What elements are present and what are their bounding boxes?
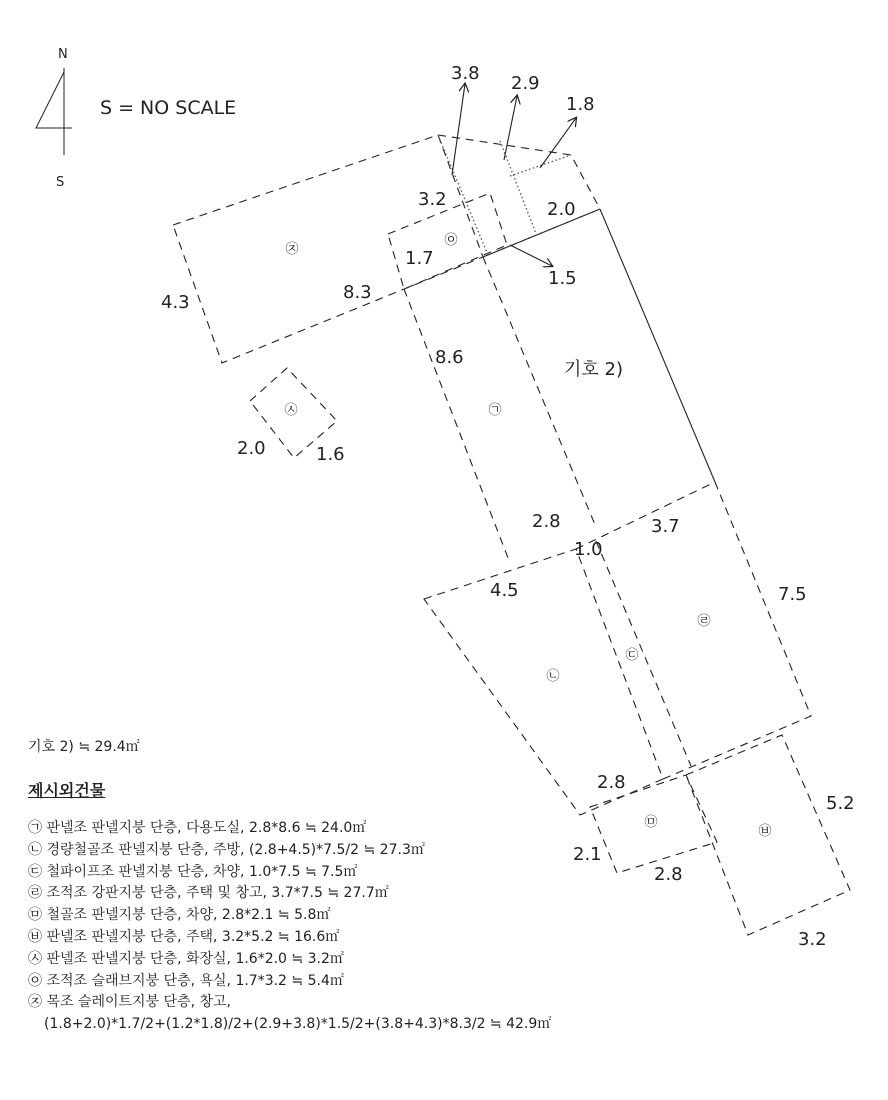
region-label-na: ㉡ (546, 669, 560, 684)
dimension-2-9: 2.9 (511, 73, 540, 94)
dimension-2-0-side: 2.0 (237, 438, 266, 459)
dimension-4-5: 4.5 (490, 580, 519, 601)
dotted-partition-2 (500, 141, 537, 236)
leader-arrow-1-5 (510, 245, 552, 266)
legend-item: ㉤ 철골조 판넬지붕 단층, 차양, 2.8*2.1 ≒ 5.8㎡ (28, 907, 331, 924)
legend-item: ㉦ 판넬조 판넬지붕 단층, 화장실, 1.6*2.0 ≒ 3.2㎡ (28, 950, 344, 967)
region-label-ja: ㉨ (285, 242, 299, 257)
dimension-5-2: 5.2 (826, 793, 855, 814)
legend-item-continuation: (1.8+2.0)*1.7/2+(1.2*1.8)/2+(2.9+3.8)*1.5/2+(3.8+4.3)*8.3/2 ≒ 42.9㎡ (44, 1016, 552, 1033)
region-label-ga: ㉠ (488, 403, 502, 418)
building-ga-right-edge (483, 257, 596, 527)
dotted-partition-3 (510, 155, 571, 176)
dimension-1-5: 1.5 (548, 268, 577, 289)
dimension-2-8-middle: 2.8 (532, 511, 561, 532)
building-ra-outline (576, 482, 811, 779)
region-label-ma: ㉤ (644, 815, 658, 830)
dimension-2-8-bottom: 2.8 (654, 864, 683, 885)
area-summary: 기호 2) ≒ 29.4㎡ (28, 739, 140, 755)
leader-arrow-3-8 (452, 84, 465, 175)
dimension-1-7: 1.7 (405, 248, 434, 269)
dimension-2-8-lower: 2.8 (597, 772, 626, 793)
dimension-7-5: 7.5 (778, 584, 807, 605)
legend-item: ㉢ 철파이프조 판넬지붕 단층, 차양, 1.0*7.5 ≒ 7.5㎡ (28, 863, 358, 880)
region-label-ba: ㉥ (758, 824, 772, 839)
region-label-da: ㉢ (625, 648, 639, 663)
dimension-8-6: 8.6 (435, 347, 464, 368)
north-label: N (58, 47, 68, 62)
dimension-2-1: 2.1 (573, 844, 602, 865)
parcel-top-edge (483, 209, 600, 257)
legend-item: ㉠ 판넬조 판넬지붕 단층, 다용도실, 2.8*8.6 ≒ 24.0㎡ (28, 820, 367, 836)
region-label-a: ㉧ (444, 233, 458, 248)
region-label-sa: ㉦ (284, 403, 298, 418)
dimension-4-3: 4.3 (161, 292, 190, 313)
building-top-block-outline (438, 135, 600, 257)
dimension-1-6: 1.6 (316, 444, 345, 465)
dimension-3-7: 3.7 (651, 516, 680, 537)
building-ja-outline (173, 135, 483, 363)
dimension-3-2-bottom: 3.2 (798, 929, 827, 950)
scale-note: S = NO SCALE (100, 97, 237, 119)
legend-item: ㉨ 목조 슬레이트지붕 단층, 창고, (28, 994, 231, 1011)
legend-item: ㉧ 조적조 슬래브지붕 단층, 욕실, 1.7*3.2 ≒ 5.4㎡ (28, 972, 344, 989)
building-ga-outline (404, 289, 510, 563)
leader-arrow-1-8 (540, 118, 576, 168)
parcel-solid-edge (600, 209, 715, 482)
legend-item: ㉥ 판넬조 판넬지붕 단층, 주택, 3.2*5.2 ≒ 16.6㎡ (28, 928, 340, 945)
legend-heading: 제시외건물 (28, 781, 106, 800)
region-label-ra: ㉣ (697, 614, 711, 629)
dimension-8-3: 8.3 (343, 282, 372, 303)
legend-item: ㉡ 경량철골조 판넬지붕 단층, 주방, (2.8+4.5)*7.5/2 ≒ 27.3㎡ (28, 841, 425, 858)
north-arrow-icon (36, 68, 72, 155)
parcel-area-label: 기호 2) (564, 359, 623, 380)
dimension-3-8: 3.8 (451, 63, 480, 84)
building-da-divider (596, 541, 691, 766)
dimension-3-2-top: 3.2 (418, 189, 447, 210)
dimension-1-8: 1.8 (566, 94, 595, 115)
south-label: S (56, 175, 65, 190)
dimension-1-0: 1.0 (574, 539, 603, 560)
leader-arrow-2-9 (504, 96, 517, 160)
dimension-2-0-top: 2.0 (547, 199, 576, 220)
building-legend (28, 736, 868, 1036)
legend-item: ㉣ 조적조 강판지붕 단층, 주택 및 창고, 3.7*7.5 ≒ 27.7㎡ (28, 885, 389, 902)
